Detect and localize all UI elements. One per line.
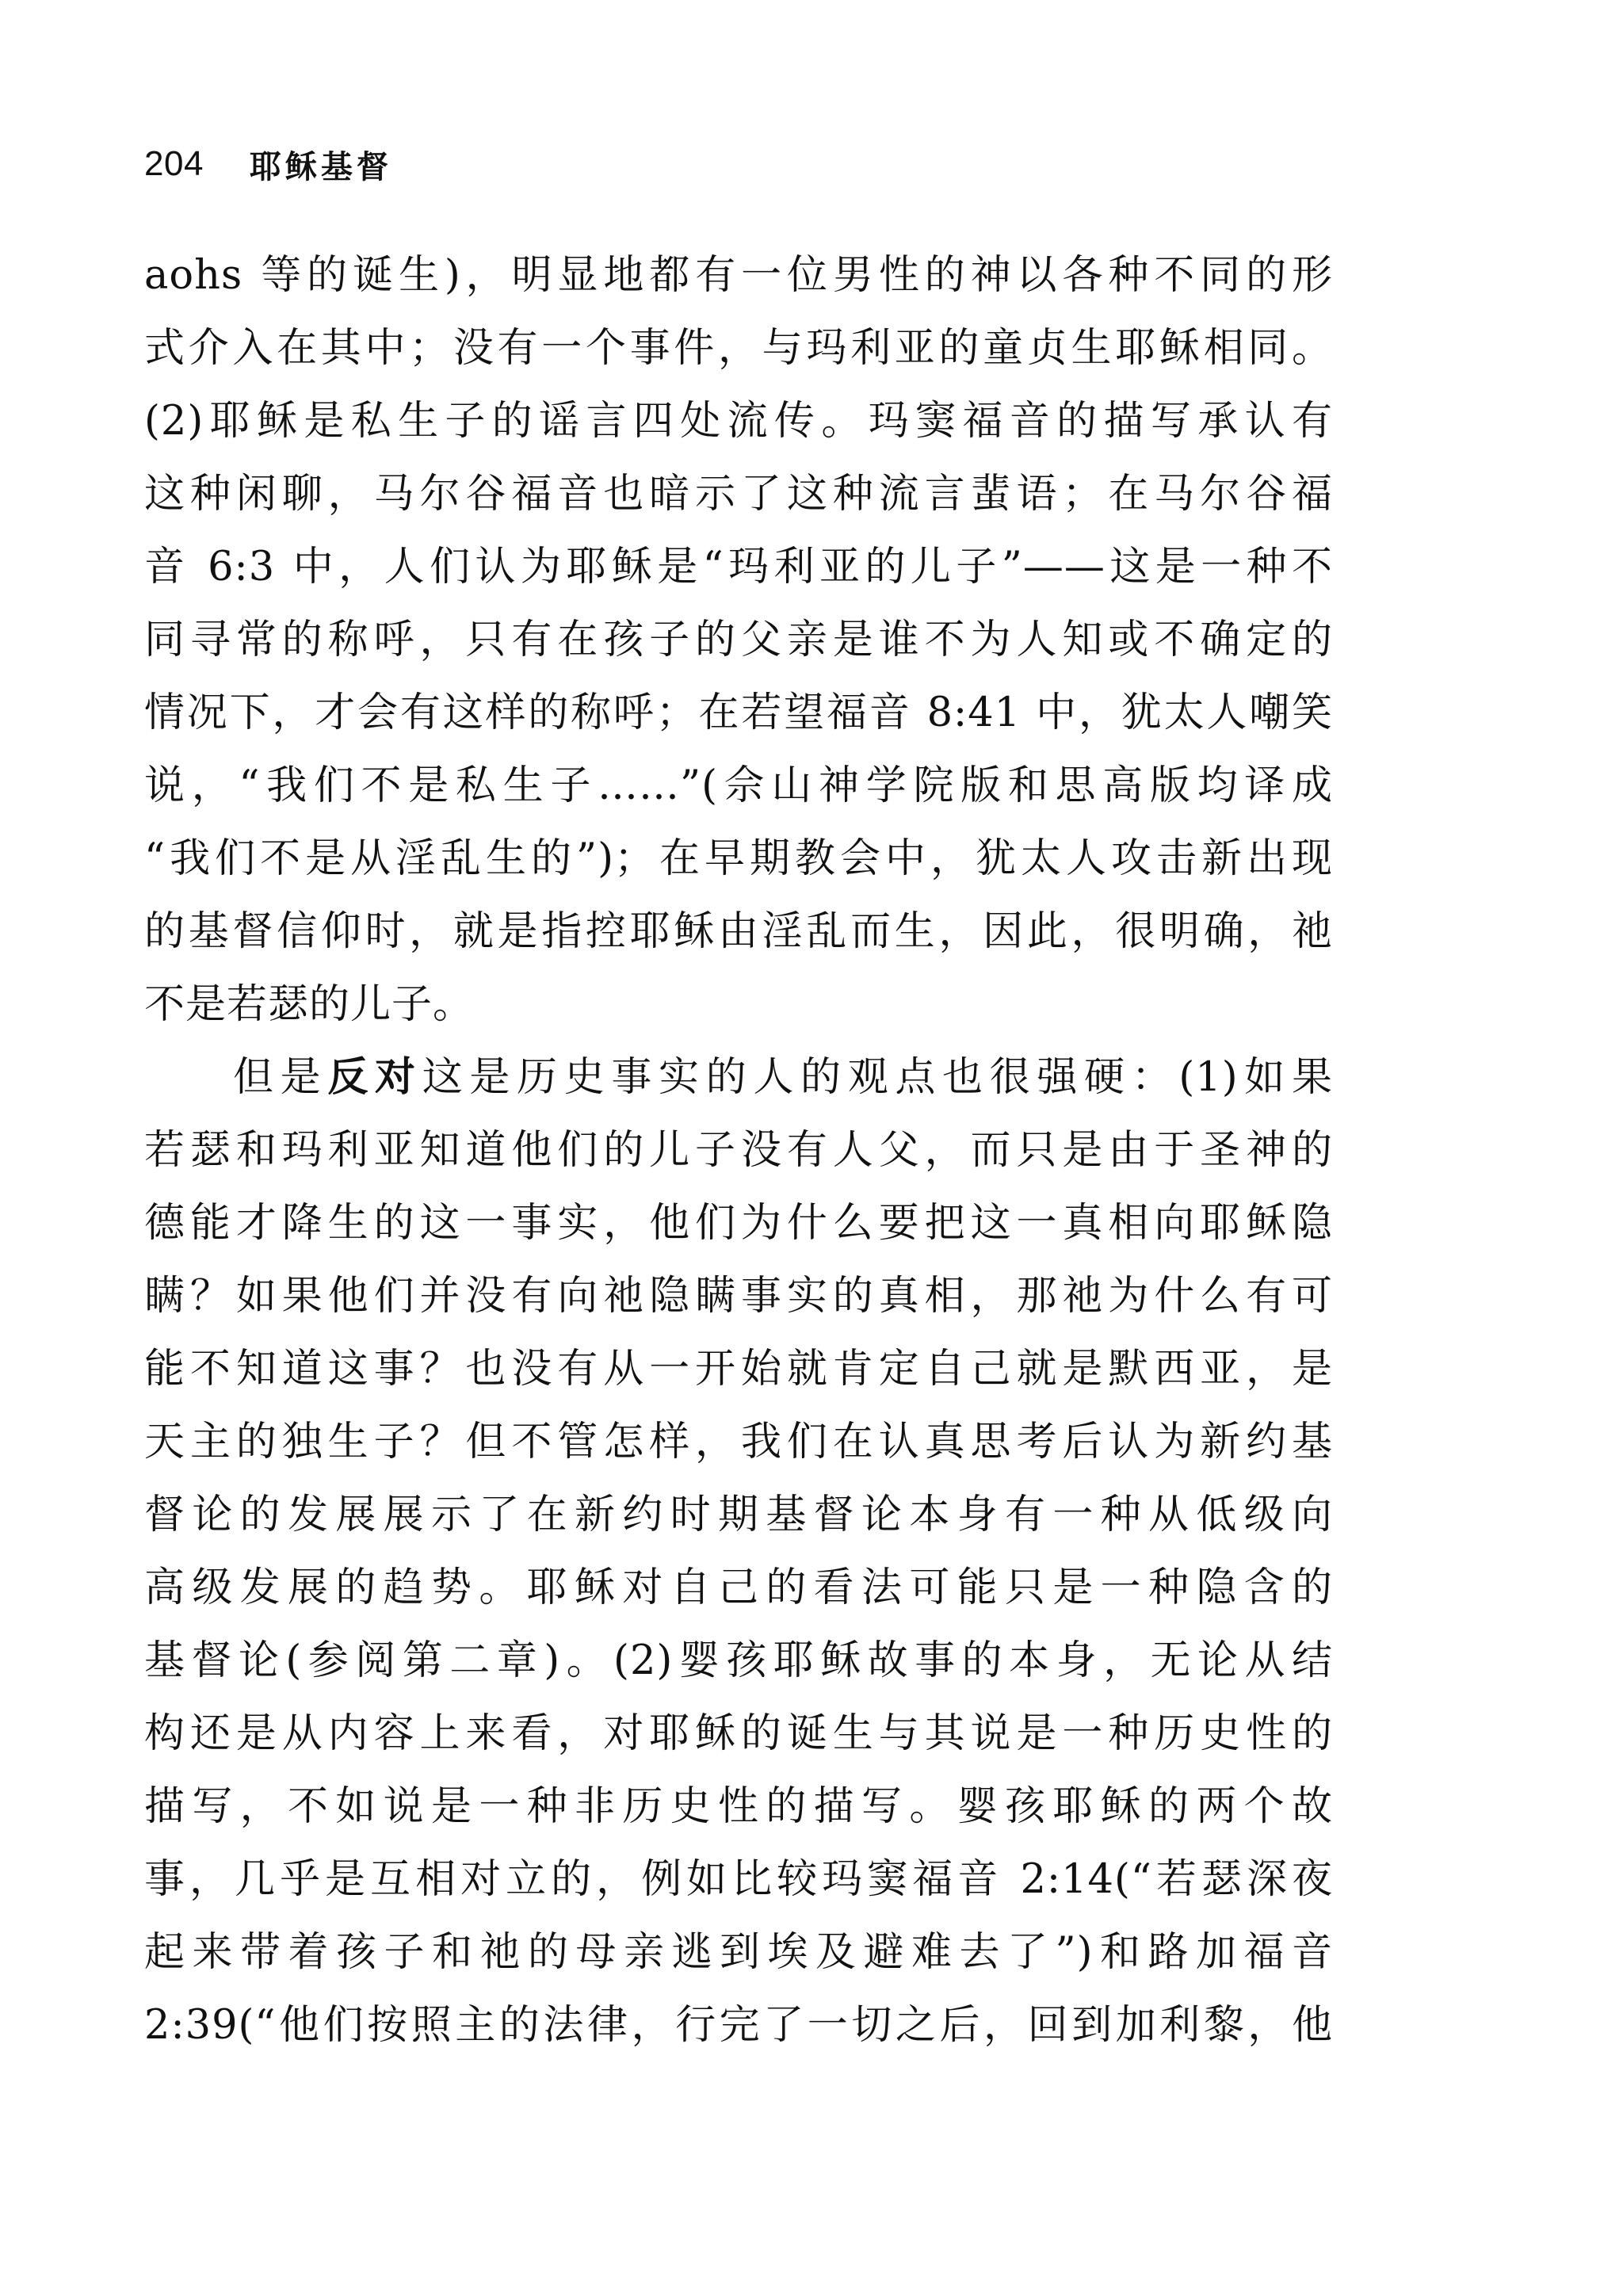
emphasized-term: 反对 — [327, 1054, 422, 1101]
text-line: (2)耶稣是私生子的谣言四处流传。玛窦福音的描写承认有 — [144, 398, 1333, 445]
text-line: 德能才降生的这一事实，他们为什么要把这一真相向耶稣隐 — [144, 1200, 1333, 1247]
text-line: aohs 等的诞生)，明显地都有一位男性的神以各种不同的形 — [144, 252, 1333, 299]
text-line: 天主的独生子？但不管怎样，我们在认真思考后认为新约基 — [144, 1419, 1333, 1465]
text-line: 的基督信仰时，就是指控耶稣由淫乱而生，因此，很明确，祂 — [144, 908, 1333, 955]
paragraph-2 — [144, 1041, 1333, 2062]
text-line: 起来带着孩子和祂的母亲逃到埃及避难去了”)和路加福音 — [144, 1929, 1333, 1976]
text-line: 同寻常的称呼，只有在孩子的父亲是谁不为人知或不确定的 — [144, 617, 1333, 663]
page-number: 204 — [144, 144, 204, 183]
text-line: 描写，不如说是一种非历史性的描写。婴孩耶稣的两个故 — [144, 1783, 1333, 1830]
text-run: 这是历史事实的人的观点也很强硬：(1)如果 — [422, 1054, 1333, 1101]
text-line: 瞒？如果他们并没有向祂隐瞒事实的真相，那祂为什么有可 — [144, 1273, 1333, 1320]
text-line: 音 6:3 中，人们认为耶稣是“玛利亚的儿子”——这是一种不 — [144, 544, 1333, 590]
text-line: 基督论(参阅第二章)。(2)婴孩耶稣故事的本身，无论从结 — [144, 1637, 1333, 1684]
text-line: 能不知道这事？也没有从一开始就肯定自己就是默西亚，是 — [144, 1346, 1333, 1392]
text-line: 督论的发展展示了在新约时期基督论本身有一种从低级向 — [144, 1492, 1333, 1538]
text-line: 2:39(“他们按照主的法律，行完了一切之后，回到加利黎，他 — [144, 2002, 1333, 2049]
text-line: 高级发展的趋势。耶稣对自己的看法可能只是一种隐含的 — [144, 1564, 1333, 1611]
text-line: 构还是从内容上来看，对耶稣的诞生与其说是一种历史性的 — [144, 1710, 1333, 1757]
text-line: 事，几乎是互相对立的，例如比较玛窦福音 2:14(“若瑟深夜 — [144, 1856, 1333, 1903]
text-line: “我们不是从淫乱生的”)；在早期教会中，犹太人攻击新出现 — [144, 835, 1333, 882]
text-line: 情况下，才会有这样的称呼；在若望福音 8:41 中，犹太人嘲笑 — [144, 690, 1333, 736]
body-text — [144, 239, 1333, 2062]
text-line: 式介入在其中；没有一个事件，与玛利亚的童贞生耶稣相同。 — [144, 325, 1333, 372]
running-title: 耶稣基督 — [249, 148, 392, 185]
text-line: 说，“我们不是私生子……”(佘山神学院版和思高版均译成 — [144, 762, 1333, 809]
text-line — [144, 1041, 1333, 1114]
paragraph-1 — [144, 239, 1333, 1041]
text-run: 但是 — [233, 1054, 328, 1101]
page-header — [144, 136, 392, 192]
text-line: 不是若瑟的儿子。 — [144, 981, 475, 1028]
text-line: 这种闲聊，马尔谷福音也暗示了这种流言蜚语；在马尔谷福 — [144, 471, 1333, 518]
text-line: 若瑟和玛利亚知道他们的儿子没有人父，而只是由于圣神的 — [144, 1127, 1333, 1174]
